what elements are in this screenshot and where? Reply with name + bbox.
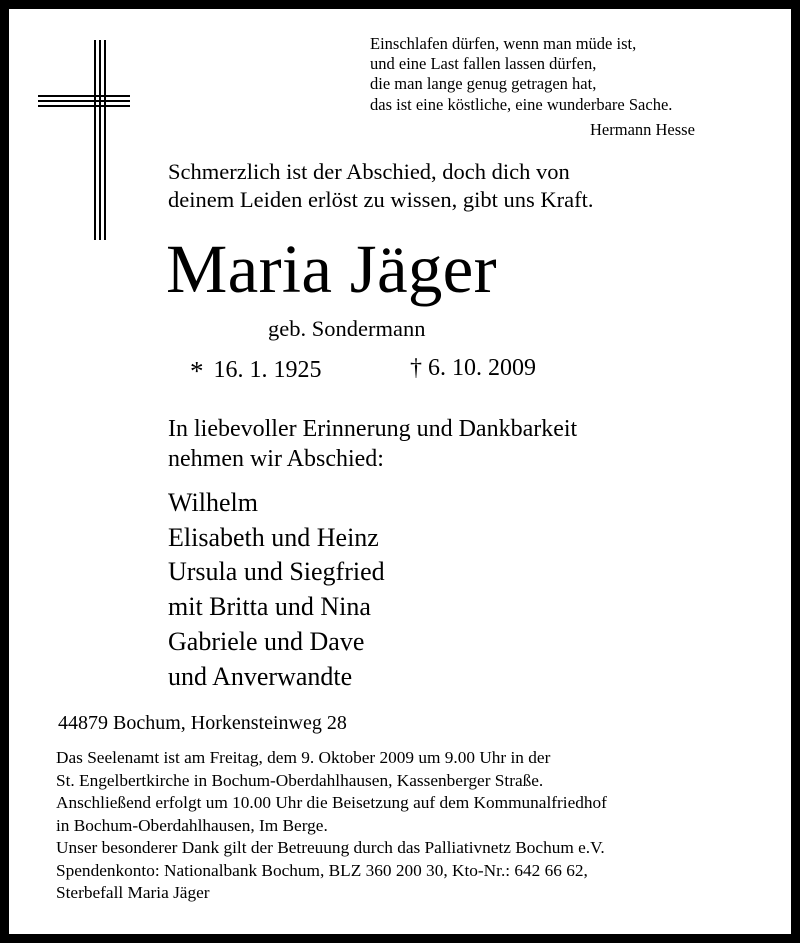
mourner: mit Britta und Nina [168,592,371,622]
quote-line: die man lange genug getragen hat, [370,74,597,94]
quote-line: Einschlafen dürfen, wenn man müde ist, [370,34,637,53]
details-line: Anschließend erfolgt um 10.00 Uhr die Beisetzung auf dem Kommunalfriedhof [56,793,607,812]
quote-author: Hermann Hesse [590,120,695,139]
mourner: Ursula und Siegfried [168,557,385,587]
death-date-line [410,353,536,383]
birth-name: geb. Sondermann [268,316,426,341]
mourner: Elisabeth und Heinz [168,522,379,552]
quote-line: das ist eine köstliche, eine wunderbare Sache. [370,94,673,114]
details-line: in Bochum-Oberdahlhausen, Im Berge. [56,815,328,835]
death-date: 6. 10. 2009 [428,355,536,381]
mourner: und Anverwandte [168,661,353,691]
memory-line: In liebevoller Erinnerung und Dankbarkeit [168,416,578,442]
mourners-list [168,486,385,694]
intro-text [168,158,594,213]
details-line: Spendenkonto: Nationalbank Bochum, BLZ 360 200 30, Kto-Nr.: 642 66 62, [56,860,588,880]
details-line: Unser besonderer Dank gilt der Betreuung durch das Palliativnetz Bochum e.V. [56,838,605,857]
birth-star-icon: * [190,356,204,386]
mourner: Gabriele und Dave [168,626,365,656]
birth-date-line [190,353,322,385]
quote [370,34,672,115]
death-dagger-icon: † [410,355,422,381]
mourner: Wilhelm [168,488,258,517]
intro-line: deinem Leiden erlöst zu wissen, gibt uns Kraft. [168,186,594,212]
memory-text [168,415,577,474]
deceased-name: Maria Jäger [166,231,497,307]
details-line: Das Seelenamt ist am Freitag, dem 9. Oktober 2009 um 9.00 Uhr in der [56,748,551,767]
birth-date: 16. 1. 1925 [213,357,322,383]
details-line: Sterbefall Maria Jäger [56,883,210,902]
address: 44879 Bochum, Horkensteinweg 28 [58,712,347,734]
cross-icon [38,40,130,240]
details-line: St. Engelbertkirche in Bochum-Oberdahlhausen, Kassenberger Straße. [56,770,544,790]
service-details [56,747,607,905]
quote-line: und eine Last fallen lassen dürfen, [370,54,597,74]
memory-line: nehmen wir Abschied: [168,445,384,472]
intro-line: Schmerzlich ist der Abschied, doch dich von [168,159,570,184]
